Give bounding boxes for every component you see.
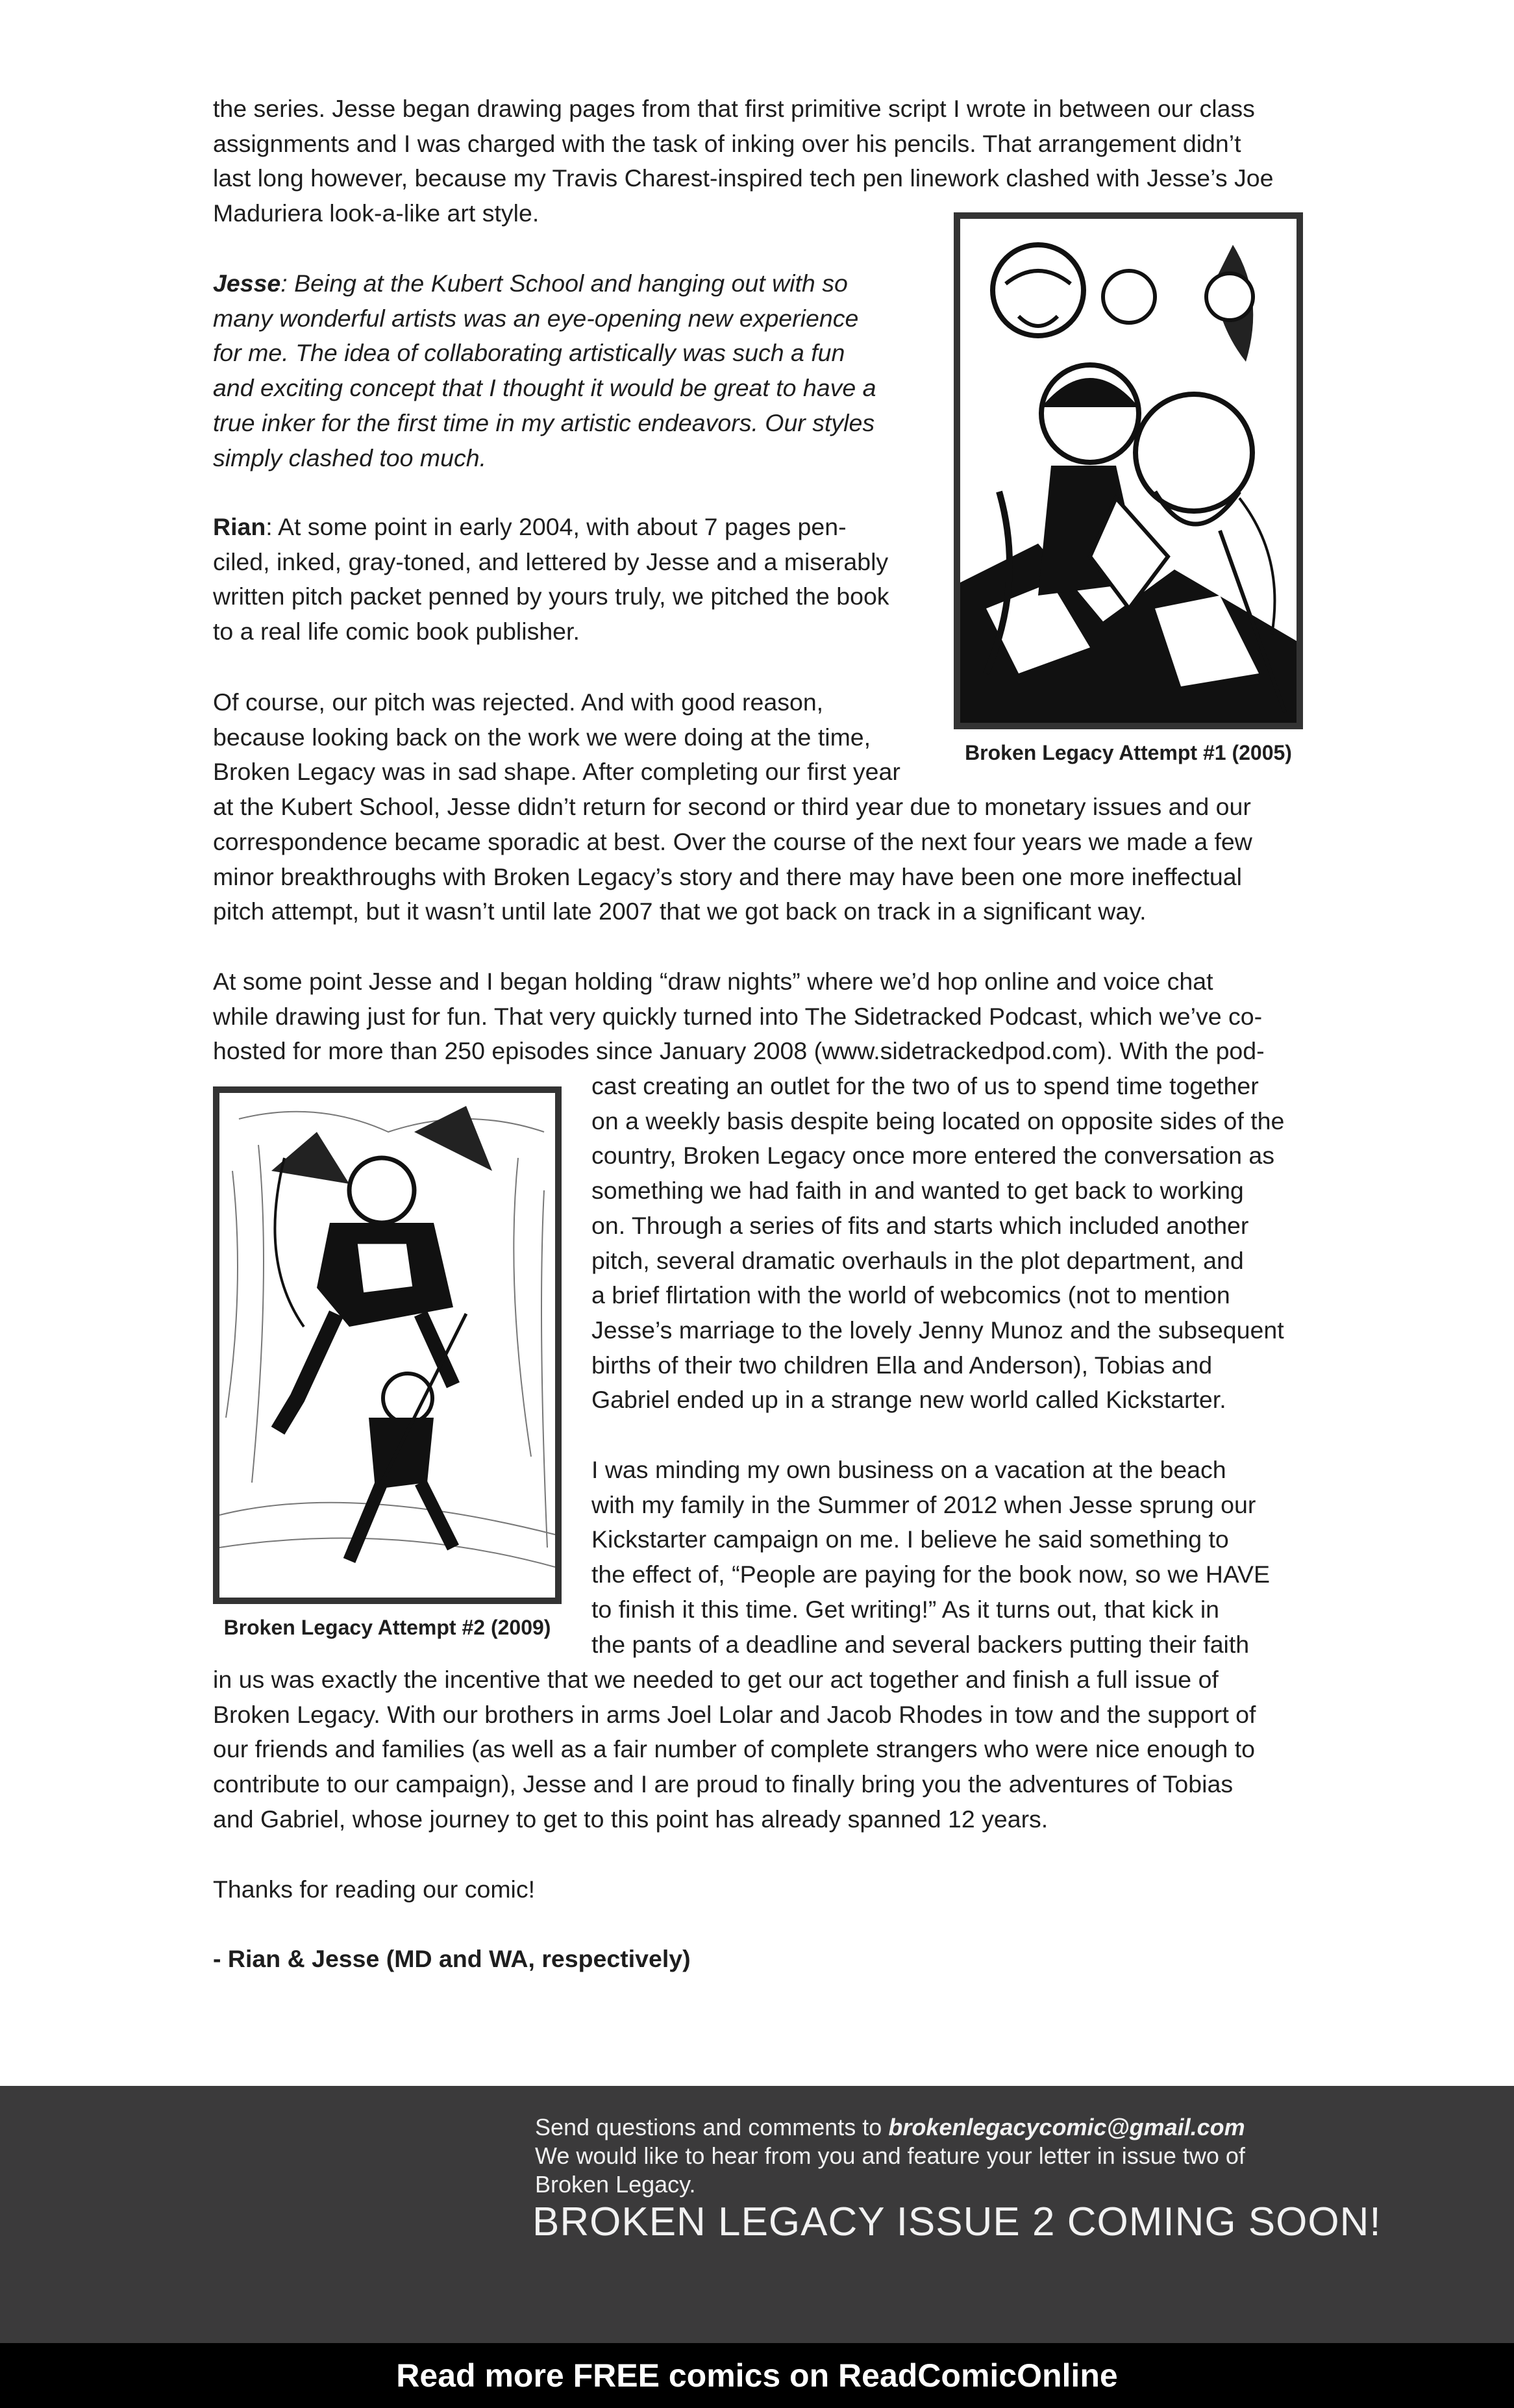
text-line: births of their two children Ella and Anderson), Tobias and [591, 1351, 1213, 1379]
contact-line-3: Broken Legacy. [535, 2171, 696, 2198]
text-line: in us was exactly the incentive that we needed to get our act together and finish a full issue of [213, 1666, 1219, 1693]
text-line: because looking back on the work we were doing at the time, [213, 723, 871, 751]
text-line: a brief flirtation with the world of webcomics (not to mention [591, 1281, 1230, 1309]
text-line: assignments and I was charged with the task of inking over his pencils. That arrangement didn’t [213, 129, 1241, 157]
text-line: at the Kubert School, Jesse didn’t return for second or third year due to monetary issues and our [213, 793, 1251, 821]
text-line: something we had faith in and wanted to get back to working [591, 1177, 1244, 1205]
speaker-rian: Rian [213, 513, 266, 540]
signoff: - Rian & Jesse (MD and WA, respectively) [213, 1945, 691, 1972]
comic-illustration-1 [960, 219, 1297, 723]
text-line: ciled, inked, gray-toned, and lettered by Jesse and a miserably [213, 547, 889, 575]
next-issue-announcement: BROKEN LEGACY ISSUE 2 COMING SOON! [532, 2200, 1382, 2244]
speaker-jesse: Jesse [213, 270, 281, 297]
paragraph-draw-nights-continued [591, 1069, 1284, 1418]
artwork-attempt-2 [213, 1086, 562, 1604]
text-line: Broken Legacy was in sad shape. After completing our first year [213, 758, 900, 786]
contact-line [535, 2113, 1245, 2142]
text-line: and Gabriel, whose journey to get to this point has already spanned 12 years. [213, 1805, 1049, 1833]
text-line: cast creating an outlet for the two of us to spend time together [591, 1072, 1259, 1099]
text-line: Of course, our pitch was rejected. And with good reason, [213, 688, 824, 716]
comic-illustration-2 [219, 1093, 555, 1598]
text-line: and exciting concept that I thought it would be great to have a [213, 374, 876, 402]
paragraph-rian [213, 510, 889, 649]
text-line: correspondence became sporadic at best. Over the course of the next four years we made a few [213, 827, 1252, 855]
text-line: Maduriera look-a-like art style. [213, 199, 540, 227]
contact-prefix: Send questions and comments to [535, 2114, 889, 2140]
paragraph-draw-nights [213, 964, 1265, 1069]
contact-line-2: We would like to hear from you and feature your letter in issue two of [535, 2142, 1245, 2169]
text-line: to finish it this time. Get writing!” As it turns out, that kick in [591, 1595, 1220, 1623]
text-line: Gabriel ended up in a strange new world called Kickstarter. [591, 1386, 1226, 1414]
text-line: to a real life comic book publisher. [213, 618, 580, 646]
footer-contact-panel [0, 2086, 1514, 2343]
text-line: with my family in the Summer of 2012 when Jesse sprung our [591, 1490, 1256, 1518]
text-line: contribute to our campaign), Jesse and I are proud to finally bring you the adventures of Tobias [213, 1770, 1234, 1798]
text-line: Rian: At some point in early 2004, with about 7 pages pen- [213, 513, 847, 540]
text-line: At some point Jesse and I began holding “draw nights” where we’d hop online and voice chat [213, 968, 1213, 995]
text-line: last long however, because my Travis Charest-inspired tech pen linework clashed with Jesse’s Joe [213, 164, 1274, 192]
text-line: written pitch packet penned by yours truly, we pitched the book [213, 583, 889, 610]
paragraph-kickstarter-continued [213, 1662, 1256, 1837]
caption-attempt-2: Broken Legacy Attempt #2 (2009) [223, 1616, 551, 1639]
text-line: on. Through a series of fits and starts which included another [591, 1211, 1249, 1239]
text-line: the series. Jesse began drawing pages from that first primitive script I wrote in between our class [213, 95, 1255, 122]
text-line: simply clashed too much. [213, 444, 487, 471]
text-line: Jesse: Being at the Kubert School and hanging out with so [213, 270, 848, 297]
text-line: Broken Legacy. With our brothers in arms Joel Lolar and Jacob Rhodes in tow and the support of [213, 1700, 1256, 1728]
text-line: pitch attempt, but it wasn’t until late 2007 that we got back on track in a significant way. [213, 897, 1147, 925]
text-line: the pants of a deadline and several backers putting their faith [591, 1630, 1250, 1658]
paragraph-jesse-quote [213, 266, 876, 475]
text-line: minor breakthroughs with Broken Legacy’s story and there may have been one more ineffectual [213, 862, 1242, 890]
artwork-attempt-1 [954, 212, 1303, 729]
text-line: pitch, several dramatic overhauls in the plot department, and [591, 1246, 1244, 1274]
paragraph-intro [213, 92, 1273, 231]
text-line: Kickstarter campaign on me. I believe he said something to [591, 1525, 1229, 1553]
text-line: for me. The idea of collaborating artistically was such a fun [213, 339, 845, 367]
thanks-line: Thanks for reading our comic! [213, 1875, 536, 1903]
text-line: on a weekly basis despite being located on opposite sides of the [591, 1107, 1285, 1135]
text-line: country, Broken Legacy once more entered the conversation as [591, 1142, 1274, 1170]
paragraph-kickstarter [591, 1453, 1270, 1662]
text-line: true inker for the first time in my artistic endeavors. Our styles [213, 408, 875, 436]
text-line: Jesse’s marriage to the lovely Jenny Munoz and the subsequent [591, 1316, 1284, 1344]
text-line: hosted for more than 250 episodes since January 2008 (www.sidetrackedpod.com). With the pod- [213, 1037, 1265, 1065]
text-line: while drawing just for fun. That very quickly turned into The Sidetracked Podcast, which we’ve co- [213, 1002, 1263, 1030]
text-line: our friends and families (as well as a fair number of complete strangers who were nice enough to [213, 1735, 1255, 1763]
read-more-banner[interactable]: Read more FREE comics on ReadComicOnline [0, 2343, 1514, 2408]
contact-email-link[interactable]: brokenlegacycomic@gmail.com [888, 2114, 1245, 2140]
caption-attempt-1: Broken Legacy Attempt #1 (2005) [965, 741, 1292, 764]
text-line: I was minding my own business on a vacation at the beach [591, 1456, 1226, 1483]
text-line: many wonderful artists was an eye-opening new experience [213, 304, 859, 332]
text-line: the effect of, “People are paying for the book now, so we HAVE [591, 1561, 1271, 1588]
